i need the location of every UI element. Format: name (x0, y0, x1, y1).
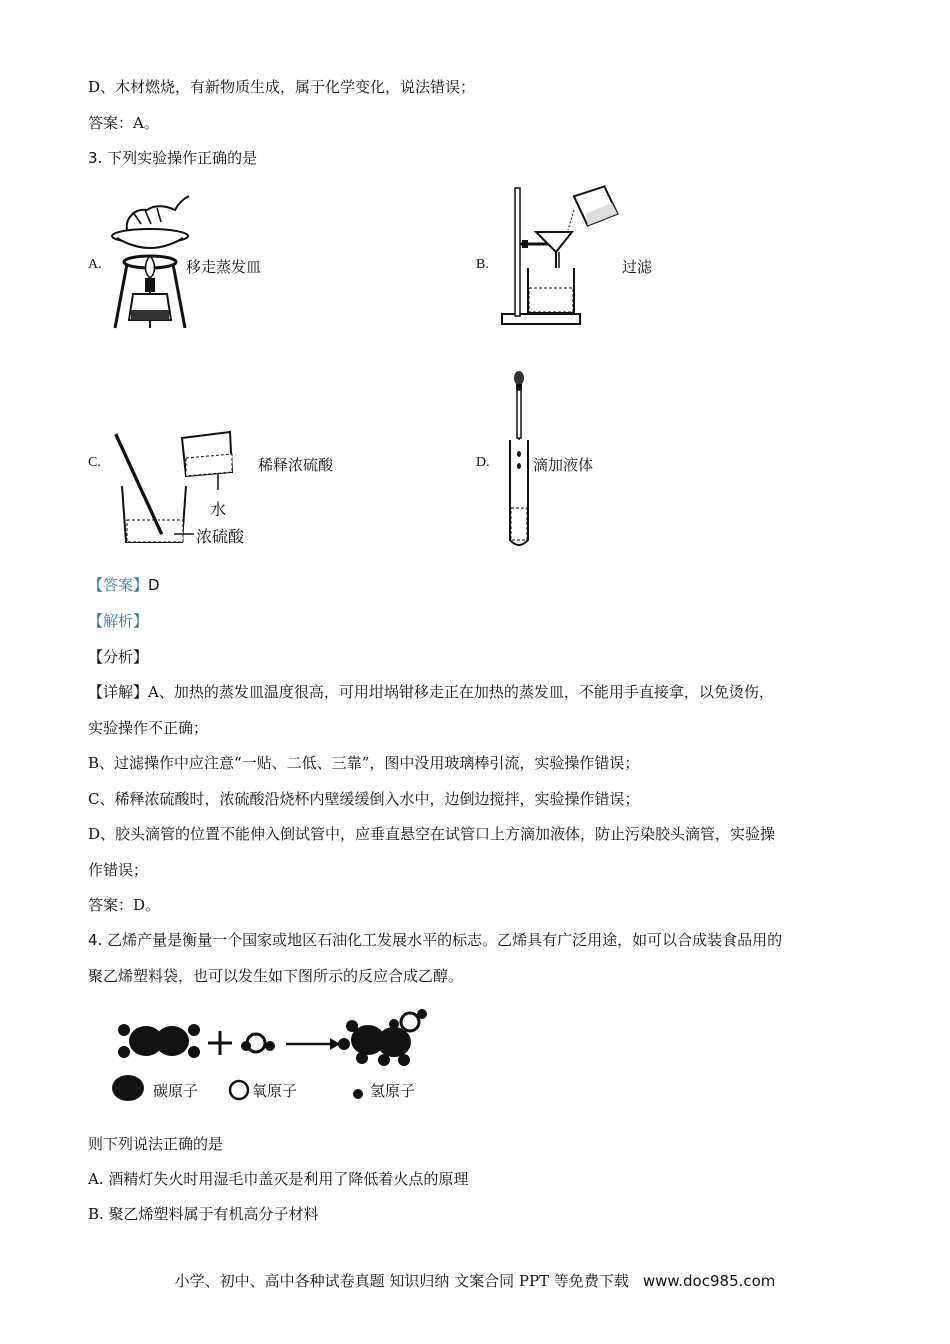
text-line: 答案：A。 (88, 114, 159, 132)
detail-text: A、加热的蒸发皿温度很高，可用坩埚钳移走正在加热的蒸发皿，不能用手直接拿，以免烫伤， (148, 683, 774, 701)
text-line: 作错误； (88, 861, 149, 879)
legend-hydrogen-label: 氢原子 (370, 1082, 416, 1100)
footer (0, 1270, 950, 1291)
option-d-caption: 滴加液体 (533, 456, 594, 474)
option-d-label: D. (476, 455, 490, 470)
dropper-illustration (505, 370, 535, 550)
detail-line (88, 681, 774, 702)
text-line: 实验操作不正确； (88, 719, 209, 737)
option-a: A. 酒精灯失火时用湿毛巾盖灭是利用了降低着火点的原理 (88, 1170, 469, 1188)
evaporating-dish-illustration (105, 190, 195, 330)
text-line: 则下列说法正确的是 (88, 1135, 224, 1153)
legend-carbon-label: 碳原子 (153, 1082, 199, 1100)
text-line: D、木材燃烧，有新物质生成，属于化学变化，说法错误； (88, 78, 476, 96)
option-b-caption: 过滤 (622, 258, 653, 276)
question-text: 下列实验操作正确的是 (102, 149, 258, 167)
legend-oxygen-label: 氧原子 (252, 1082, 298, 1100)
text-line: B、过滤操作中应注意“一贴、二低、三靠”，图中没用玻璃棒引流，实验操作错误； (88, 754, 640, 772)
option-c-caption: 稀释浓硫酸 (258, 456, 334, 474)
footer-text: 小学、初中、高中各种试卷真题 知识归纳 文案合同 PPT 等免费下载 (174, 1272, 629, 1290)
text-line: 聚乙烯塑料袋，也可以发生如下图所示的反应合成乙醇。 (88, 967, 464, 985)
question-number: 4. (88, 931, 103, 949)
fenxi-tag: 【分析】 (88, 648, 149, 666)
option-a-caption: 移走蒸发皿 (186, 258, 262, 276)
question-number: 3. (88, 149, 103, 167)
text-line: C、稀释浓硫酸时，浓硫酸沿烧杯内壁缓缓倒入水中，边倒边搅拌，实验操作错误； (88, 790, 640, 808)
analysis-tag: 【解析】 (88, 612, 149, 630)
answer-line (88, 574, 160, 595)
water-label: 水 (210, 500, 227, 519)
question-3 (88, 147, 257, 168)
footer-url[interactable]: www.doc985.com (642, 1272, 776, 1290)
answer-tag: 【答案】 (88, 576, 149, 594)
filtration-illustration (498, 180, 623, 328)
option-b-label: B. (476, 257, 489, 272)
option-a-label: A. (88, 257, 102, 272)
text-line: 答案：D。 (88, 896, 161, 914)
acid-label: 浓硫酸 (196, 527, 245, 546)
option-b: B. 聚乙烯塑料属于有机高分子材料 (88, 1205, 319, 1223)
text-line: D、胶头滴管的位置不能伸入倒试管中，应垂直悬空在试管口上方滴加液体，防止污染胶头滴管，实验操 (88, 825, 776, 843)
question-text: 乙烯产量是衡量一个国家或地区石油化工发展水平的标志。乙烯具有广泛用途，如可以合成装食品用的 (102, 931, 783, 949)
detail-tag: 【详解】 (88, 683, 149, 701)
answer-value: D (148, 576, 160, 594)
option-c-label: C. (88, 455, 101, 470)
question-4 (88, 929, 782, 950)
